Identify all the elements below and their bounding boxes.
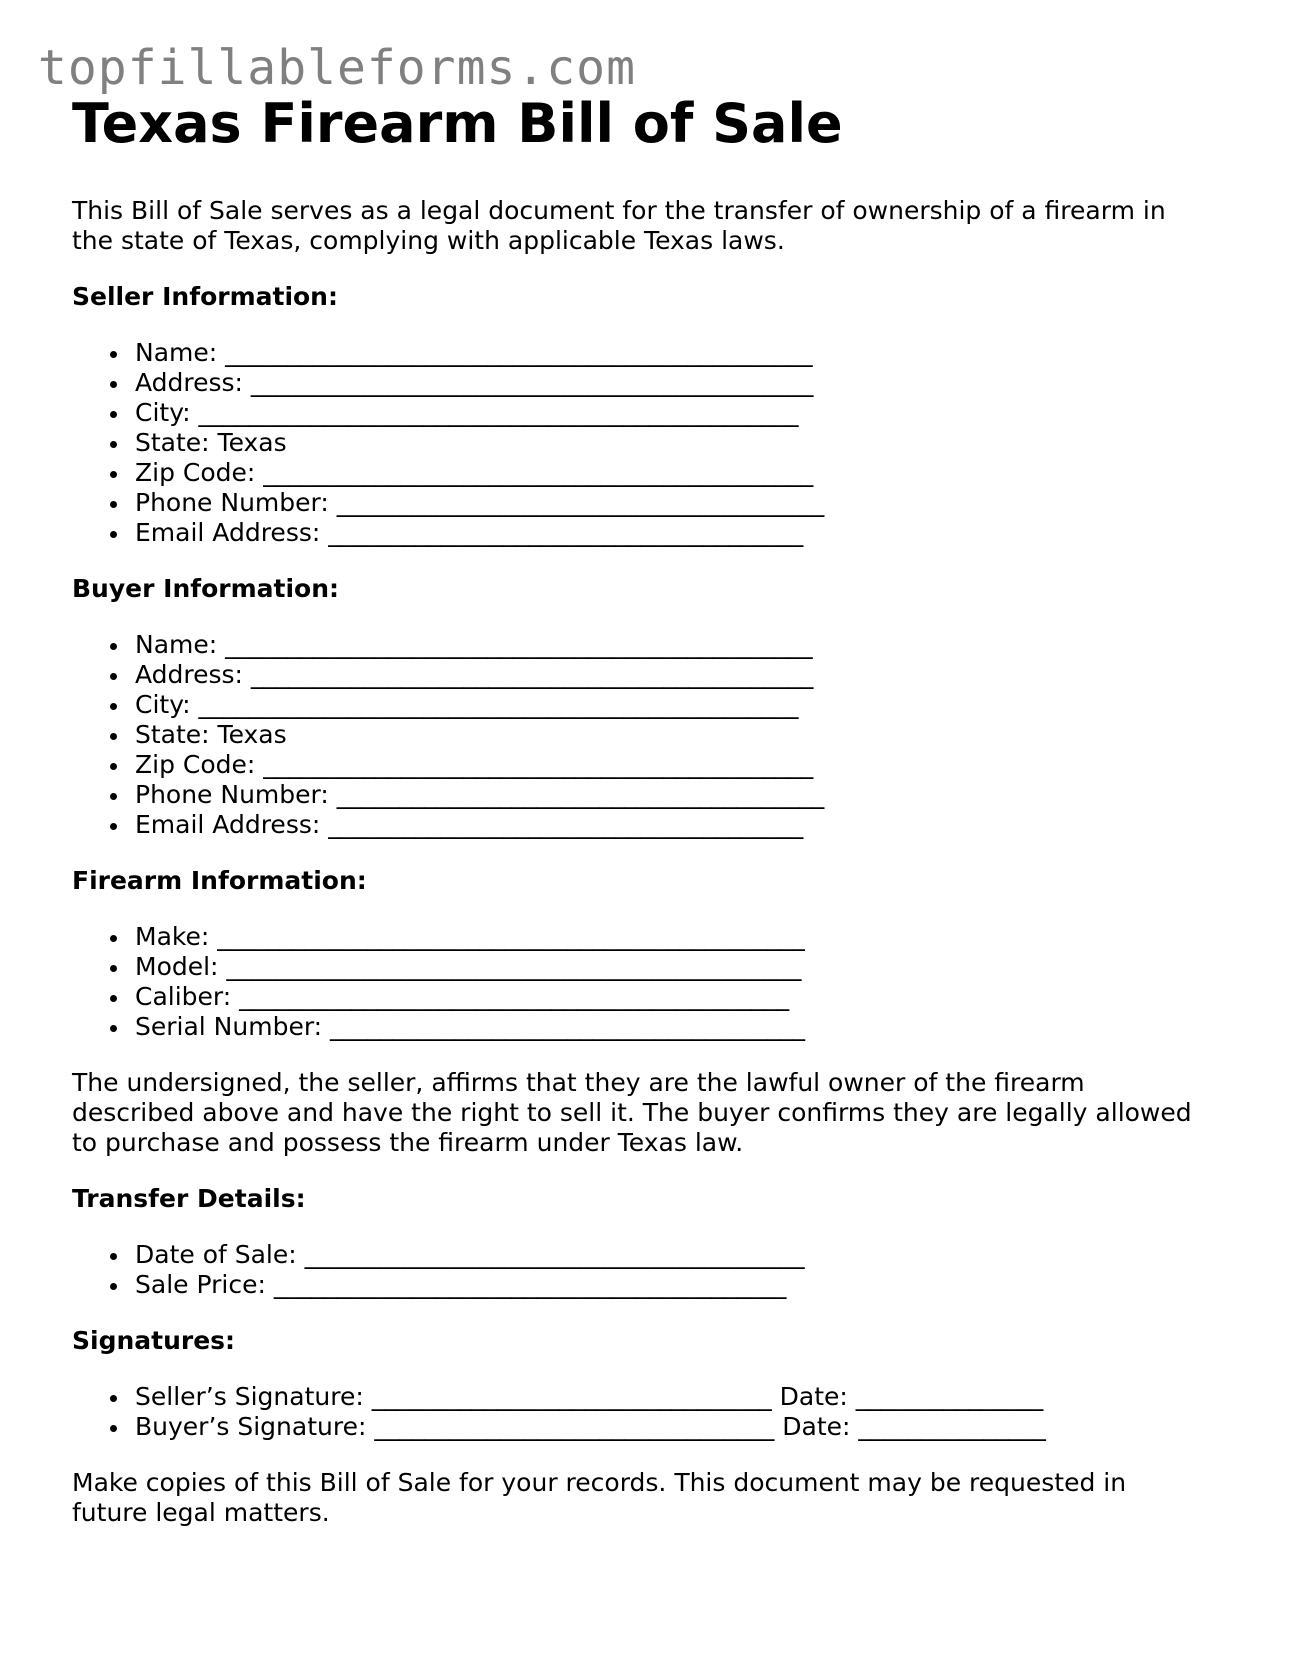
seller-email-field[interactable]: Email Address: ______________________________________ [72,518,1232,548]
buyer-state-field: State: Texas [72,720,1232,750]
affirmation-line: The undersigned, the seller, affirms that they are the lawful owner of the firearm [72,1068,1085,1097]
seller-city-field[interactable]: City: ________________________________________________ [72,398,1232,428]
seller-address-field[interactable]: Address: _____________________________________________ [72,368,1232,398]
seller-section [72,282,1232,548]
firearm-fields [72,922,1232,1042]
closing-line: future legal matters. [72,1498,330,1527]
buyer-address-field[interactable]: Address: _____________________________________________ [72,660,1232,690]
document [72,92,1232,1528]
affirmation-line: to purchase and possess the firearm under Texas law. [72,1128,744,1157]
firearm-heading: Firearm Information: [72,866,367,895]
firearm-make-field[interactable]: Make: _______________________________________________ [72,922,1232,952]
affirmation-line: described above and have the right to sell it. The buyer confirms they are legally allowed [72,1098,1192,1127]
signatures-heading: Signatures: [72,1326,236,1355]
buyer-email-field[interactable]: Email Address: ______________________________________ [72,810,1232,840]
buyer-name-field[interactable]: Name: _______________________________________________ [72,630,1232,660]
seller-state-field: State: Texas [72,428,1232,458]
affirmation-paragraph [72,1068,1232,1158]
buyer-fields [72,630,1232,840]
intro-paragraph [72,196,1232,256]
seller-fields [72,338,1232,548]
transfer-fields [72,1240,1232,1300]
seller-heading: Seller Information: [72,282,338,311]
intro-line: This Bill of Sale serves as a legal document for the transfer of ownership of a firearm in [72,196,1166,225]
closing-line: Make copies of this Bill of Sale for your records. This document may be requested in [72,1468,1127,1497]
date-of-sale-field[interactable]: Date of Sale: ________________________________________ [72,1240,1232,1270]
firearm-caliber-field[interactable]: Caliber: ____________________________________________ [72,982,1232,1012]
closing-paragraph [72,1468,1232,1528]
firearm-section [72,866,1232,1042]
firearm-serial-field[interactable]: Serial Number: ______________________________________ [72,1012,1232,1042]
transfer-section [72,1184,1232,1300]
seller-name-field[interactable]: Name: _______________________________________________ [72,338,1232,368]
watermark: topfillableforms.com [38,40,636,96]
seller-phone-field[interactable]: Phone Number: _______________________________________ [72,488,1232,518]
seller-signature-field[interactable]: Seller’s Signature: ________________________________ Date: _______________ [72,1382,1232,1412]
buyer-heading: Buyer Information: [72,574,340,603]
buyer-city-field[interactable]: City: ________________________________________________ [72,690,1232,720]
buyer-phone-field[interactable]: Phone Number: _______________________________________ [72,780,1232,810]
intro-line: the state of Texas, complying with applicable Texas laws. [72,226,785,255]
signature-fields [72,1382,1232,1442]
sale-price-field[interactable]: Sale Price: _________________________________________ [72,1270,1232,1300]
buyer-section [72,574,1232,840]
transfer-heading: Transfer Details: [72,1184,306,1213]
seller-zip-field[interactable]: Zip Code: ____________________________________________ [72,458,1232,488]
firearm-model-field[interactable]: Model: ______________________________________________ [72,952,1232,982]
document-title: Texas Firearm Bill of Sale [72,92,843,155]
buyer-signature-field[interactable]: Buyer’s Signature: ________________________________ Date: _______________ [72,1412,1232,1442]
signatures-section [72,1326,1232,1442]
buyer-zip-field[interactable]: Zip Code: ____________________________________________ [72,750,1232,780]
